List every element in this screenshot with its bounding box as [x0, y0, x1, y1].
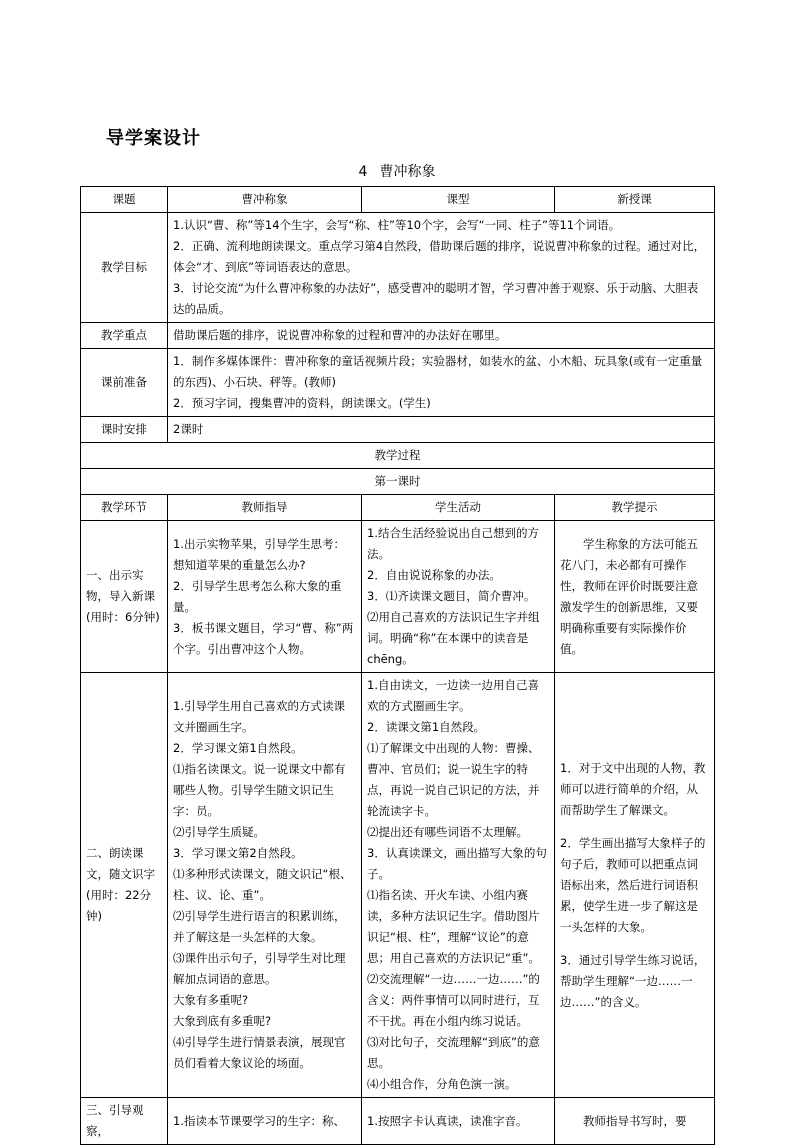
key-points-text: 借助课后题的排序，说说曹冲称象的过程和曹冲的办法好在哪里。: [168, 323, 715, 349]
process-row-1: [81, 521, 715, 673]
teacher-step: 3．学习课文第2自然段。: [173, 846, 303, 860]
tip-item: 学生称象的方法可能五花八门，未必都有可操作性，教师在评价时既要注意激发学生的创新思维，又要明确称重要有实际操作价值。: [560, 536, 698, 656]
schedule-label: 课时安排: [81, 417, 168, 443]
process-row-2: [81, 673, 715, 1098]
tips-cell: [555, 673, 715, 1098]
teacher-step: ⑴指名读课文。说一说课文中都有哪些人物。引导学生随文识记生字：员。: [173, 762, 346, 818]
objective-item: 3．讨论交流“为什么曹冲称象的办法好”，感受曹冲的聪明才智，学习曹冲善于观察、乐于动脑、大胆表达的品质。: [173, 281, 699, 316]
student-cell: 1.按照字卡认真读，读准字音。: [362, 1098, 555, 1145]
column-header-student: 学生活动: [362, 495, 555, 521]
teacher-step: 1.出示实物苹果，引导学生思考：想知道苹果的重量怎么办?: [173, 536, 345, 572]
teacher-step: ⑷引导学生进行情景表演，展现官员们看着大象议论的场面。: [173, 1035, 346, 1070]
stage-cell: 二、朗读课文，随文识字(用时：22分钟): [81, 673, 168, 1098]
tip-item: 3．通过引导学生练习说话，帮助学生理解“一边……一边……”的含义。: [560, 952, 706, 1009]
lesson-title: [0, 161, 794, 181]
preparation-content: [168, 349, 715, 417]
lesson-name: 曹冲称象: [379, 164, 436, 180]
tip-spacer: [560, 938, 709, 950]
student-step: 3．认真读课文，画出描写大象的句子。: [367, 846, 547, 881]
teacher-step: 1.引导学生用自己喜欢的方式读课文并圈画生字。: [173, 699, 345, 734]
column-header-tips: 教学提示: [555, 495, 715, 521]
tip-item: 2．学生画出描写大象样子的句子后，教师可以把重点词语标出来，然后进行词语积累，使学生进一步了解这是一头怎样的大象。: [560, 835, 706, 934]
teacher-step: 2．引导学生思考怎么称大象的重量。: [173, 578, 342, 614]
lesson-plan-table: [80, 186, 715, 1145]
preparation-row: [81, 349, 715, 417]
process-row-3: [81, 1098, 715, 1145]
key-points-row: [81, 323, 715, 349]
process-title-row: [81, 443, 715, 469]
student-step: 1.自由读文，一边读一边用自己喜欢的方式圈画生字。: [367, 678, 539, 713]
objectives-label: 教学目标: [81, 213, 168, 323]
teacher-step: 2．学习课文第1自然段。: [173, 741, 303, 755]
student-step: 3．⑴齐读课文题目，简介曹冲。: [367, 589, 536, 603]
topic-value: 曹冲称象: [168, 187, 362, 213]
student-step: 1.结合生活经验说出自己想到的方法。: [367, 526, 539, 561]
period-title: 第一课时: [81, 469, 715, 495]
topic-label: 课题: [81, 187, 168, 213]
tips-cell: 教师指导书写时，要: [555, 1098, 715, 1145]
teacher-step: ⑴多种形式读课文，随文识记“根、柱、议、论、重”。: [173, 867, 352, 902]
preparation-item: 1．制作多媒体课件：曹冲称象的童话视频片段；实验器材，如装水的盆、小木船、玩具象(或有一定重量的东西)、小石块、秤等。(教师): [173, 354, 703, 389]
student-step: ⑵用自己喜欢的方法识记生字并组词。明确“称”在本课中的读音是 chēng。: [367, 610, 540, 666]
student-step: ⑵交流理解“一边……一边……”的含义：两件事情可以同时进行，互不干扰。再在小组内练习说话。: [367, 972, 540, 1028]
tips-cell: [555, 521, 715, 673]
teacher-cell: [168, 673, 362, 1098]
teacher-step: ⑵引导学生质疑。: [173, 825, 265, 839]
document-title: 导学案设计: [106, 128, 201, 149]
student-step: ⑷小组合作，分角色演一演。: [367, 1077, 517, 1091]
type-value: 新授课: [555, 187, 715, 213]
objective-item: 1.认识“曹、称”等14个生字，会写“称、柱”等10个字，会写“一同、柱子”等11个词语。: [173, 218, 621, 232]
topic-row: [81, 187, 715, 213]
student-step: ⑵提出还有哪些词语不太理解。: [367, 825, 528, 839]
schedule-row: [81, 417, 715, 443]
tip-item: 1．对于文中出现的人物，教师可以进行简单的介绍，从而帮助学生了解课文。: [560, 760, 706, 817]
objective-item: 2．正确、流利地朗读课文。重点学习第4自然段，借助课后题的排序，说说曹冲称象的过程。通过对比，体会“才、到底”等词语表达的意思。: [173, 239, 706, 274]
key-points-label: 教学重点: [81, 323, 168, 349]
period-title-row: [81, 469, 715, 495]
teacher-step: 大象有多重呢?: [173, 993, 249, 1007]
teacher-step: 大象到底有多重呢?: [173, 1014, 272, 1028]
teacher-cell: [168, 521, 362, 673]
teacher-step: 3．板书课文题目，学习“曹、称”两个字。引出曹冲这个人物。: [173, 620, 354, 656]
student-step: 2．读课文第1自然段。: [367, 720, 486, 734]
student-cell: [362, 521, 555, 673]
stage-cell: 一、出示实物，导入新课(用时：6分钟): [81, 521, 168, 673]
preparation-label: 课前准备: [81, 349, 168, 417]
column-header-stage: 教学环节: [81, 495, 168, 521]
student-cell: [362, 673, 555, 1098]
column-header-teacher: 教师指导: [168, 495, 362, 521]
type-label: 课型: [362, 187, 555, 213]
student-step: ⑶对比句子，交流理解“到底”的意思。: [367, 1035, 540, 1070]
teacher-cell: 1.指读本节课要学习的生字：称、: [168, 1098, 362, 1145]
student-step: ⑴指名读、开火车读、小组内赛读，多种方法识记生字。借助图片识记“根、柱”，理解“议论”的意思；用自己喜欢的方法识记“重”。: [367, 888, 540, 965]
column-header-row: [81, 495, 715, 521]
process-title: 教学过程: [81, 443, 715, 469]
objectives-content: [168, 213, 715, 323]
student-step: ⑴了解课文中出现的人物：曹操、曹冲、官员们；说一说生字的特点，再说一说自己识记的方法，并轮流读字卡。: [367, 741, 540, 818]
schedule-value: 2课时: [168, 417, 715, 443]
preparation-item: 2．预习字词，搜集曹冲的资料，朗读课文。(学生): [173, 396, 431, 410]
teacher-step: ⑵引导学生进行语言的积累训练，并了解这是一头怎样的大象。: [173, 909, 346, 944]
objectives-row: [81, 213, 715, 323]
student-step: 2．自由说说称象的办法。: [367, 568, 501, 582]
lesson-number: 4: [358, 164, 368, 180]
tip-spacer: [560, 821, 709, 833]
stage-cell: 三、引导观察，: [81, 1098, 168, 1145]
teacher-step: ⑶课件出示句子，引导学生对比理解加点词语的意思。: [173, 951, 346, 986]
